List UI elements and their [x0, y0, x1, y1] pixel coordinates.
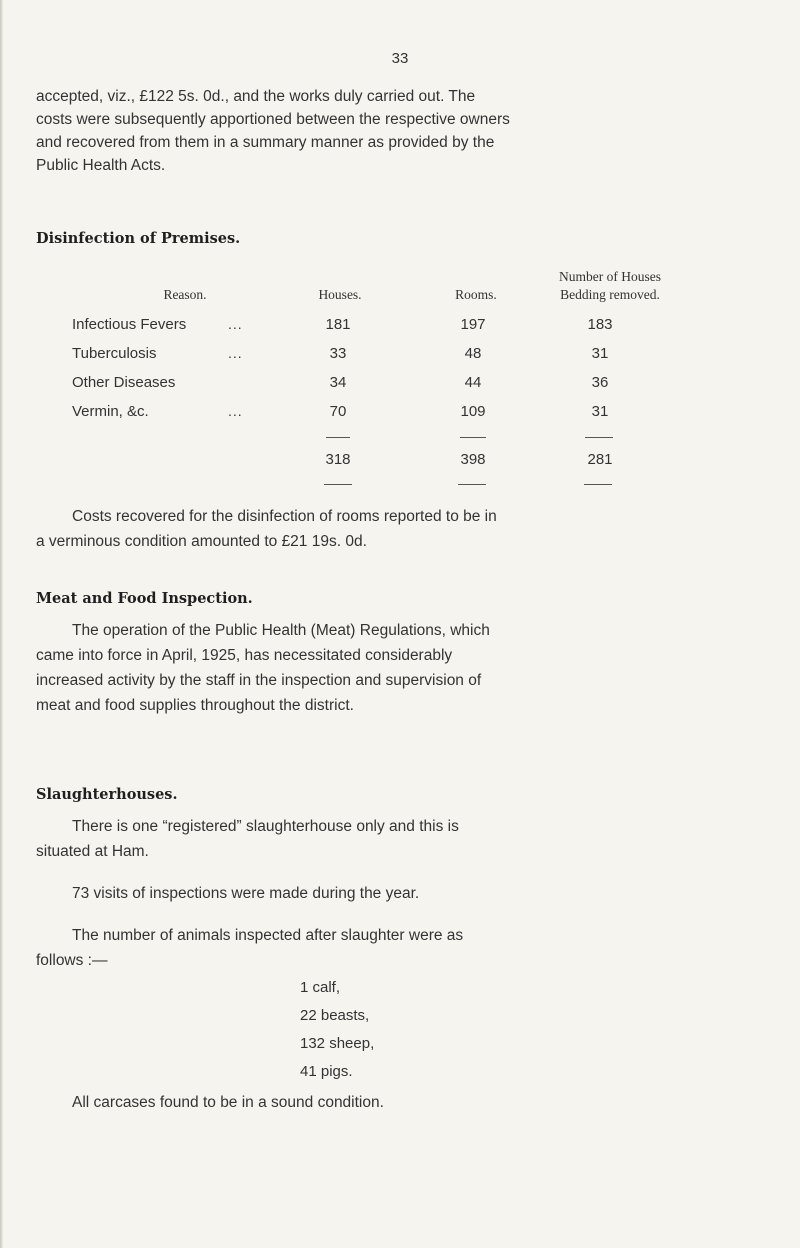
- row-reason: Infectious Fevers: [72, 316, 187, 333]
- row-houses: 34: [329, 374, 347, 391]
- row-leader: ...: [228, 316, 243, 332]
- slaughter-line: There is one “registered” slaughterhouse only and this is: [72, 818, 459, 835]
- row-bedding: 36: [591, 374, 609, 391]
- bottom-rule-bedding: [584, 484, 612, 485]
- total-bedding: 281: [587, 451, 613, 468]
- meat-line: The operation of the Public Health (Meat) Regulations, which: [72, 622, 490, 639]
- page-number: 33: [391, 50, 409, 67]
- closing-statement: All carcases found to be in a sound condition.: [72, 1094, 384, 1111]
- slaughter-paragraph-2: 73 visits of inspections were made during the year.: [72, 885, 420, 902]
- total-houses: 318: [325, 451, 351, 468]
- header-reason: Reason.: [163, 287, 207, 302]
- slaughter-line: The number of animals inspected after slaughter were as: [72, 927, 464, 944]
- intro-line: and recovered from them in a summary manner as provided by the: [36, 134, 495, 151]
- row-reason: Other Diseases: [72, 374, 176, 391]
- row-houses: 70: [329, 403, 347, 420]
- row-rooms: 197: [460, 316, 486, 333]
- slaughter-line: follows :—: [36, 952, 108, 969]
- row-rooms: 48: [464, 345, 482, 362]
- row-rooms: 109: [460, 403, 486, 420]
- intro-line: Public Health Acts.: [36, 157, 166, 174]
- row-houses: 33: [329, 345, 347, 362]
- meat-line: meat and food supplies throughout the district.: [36, 697, 354, 714]
- header-houses: Houses.: [318, 287, 362, 302]
- header-rooms: Rooms.: [455, 287, 497, 302]
- bottom-rule-houses: [324, 484, 352, 485]
- row-bedding: 31: [591, 403, 609, 420]
- costs-line: a verminous condition amounted to £21 19s. 0d.: [36, 533, 367, 550]
- meat-line: came into force in April, 1925, has necessitated considerably: [36, 647, 453, 664]
- slaughterhouses-heading: Slaughterhouses.: [36, 786, 178, 803]
- list-item: 132 sheep,: [300, 1035, 375, 1052]
- total-rule-bedding: [585, 437, 613, 438]
- list-item: 22 beasts,: [300, 1007, 370, 1024]
- row-houses: 181: [325, 316, 351, 333]
- row-bedding: 183: [587, 316, 613, 333]
- meat-heading: Meat and Food Inspection.: [36, 590, 253, 607]
- meat-line: increased activity by the staff in the inspection and supervision of: [36, 672, 482, 689]
- slaughter-line: situated at Ham.: [36, 843, 149, 860]
- page-edge: [0, 0, 3, 1248]
- row-bedding: 31: [591, 345, 609, 362]
- intro-line: accepted, viz., £122 5s. 0d., and the works duly carried out. The: [36, 88, 476, 105]
- row-leader: ...: [228, 345, 243, 361]
- total-rooms: 398: [460, 451, 486, 468]
- intro-line: costs were subsequently apportioned between the respective owners: [36, 111, 510, 128]
- total-rule-rooms: [460, 437, 486, 438]
- list-item: 41 pigs.: [300, 1063, 353, 1080]
- costs-line: Costs recovered for the disinfection of rooms reported to be in: [72, 508, 497, 525]
- header-bedding-line2: Bedding removed.: [560, 287, 660, 302]
- bottom-rule-rooms: [458, 484, 486, 485]
- row-reason: Vermin, &c.: [72, 403, 149, 420]
- total-rule-houses: [326, 437, 350, 438]
- header-bedding-line1: Number of Houses: [559, 269, 661, 284]
- list-item: 1 calf,: [300, 979, 341, 996]
- row-rooms: 44: [464, 374, 482, 391]
- disinfection-heading: Disinfection of Premises.: [36, 230, 241, 247]
- row-leader: ...: [228, 403, 243, 419]
- row-reason: Tuberculosis: [72, 345, 157, 362]
